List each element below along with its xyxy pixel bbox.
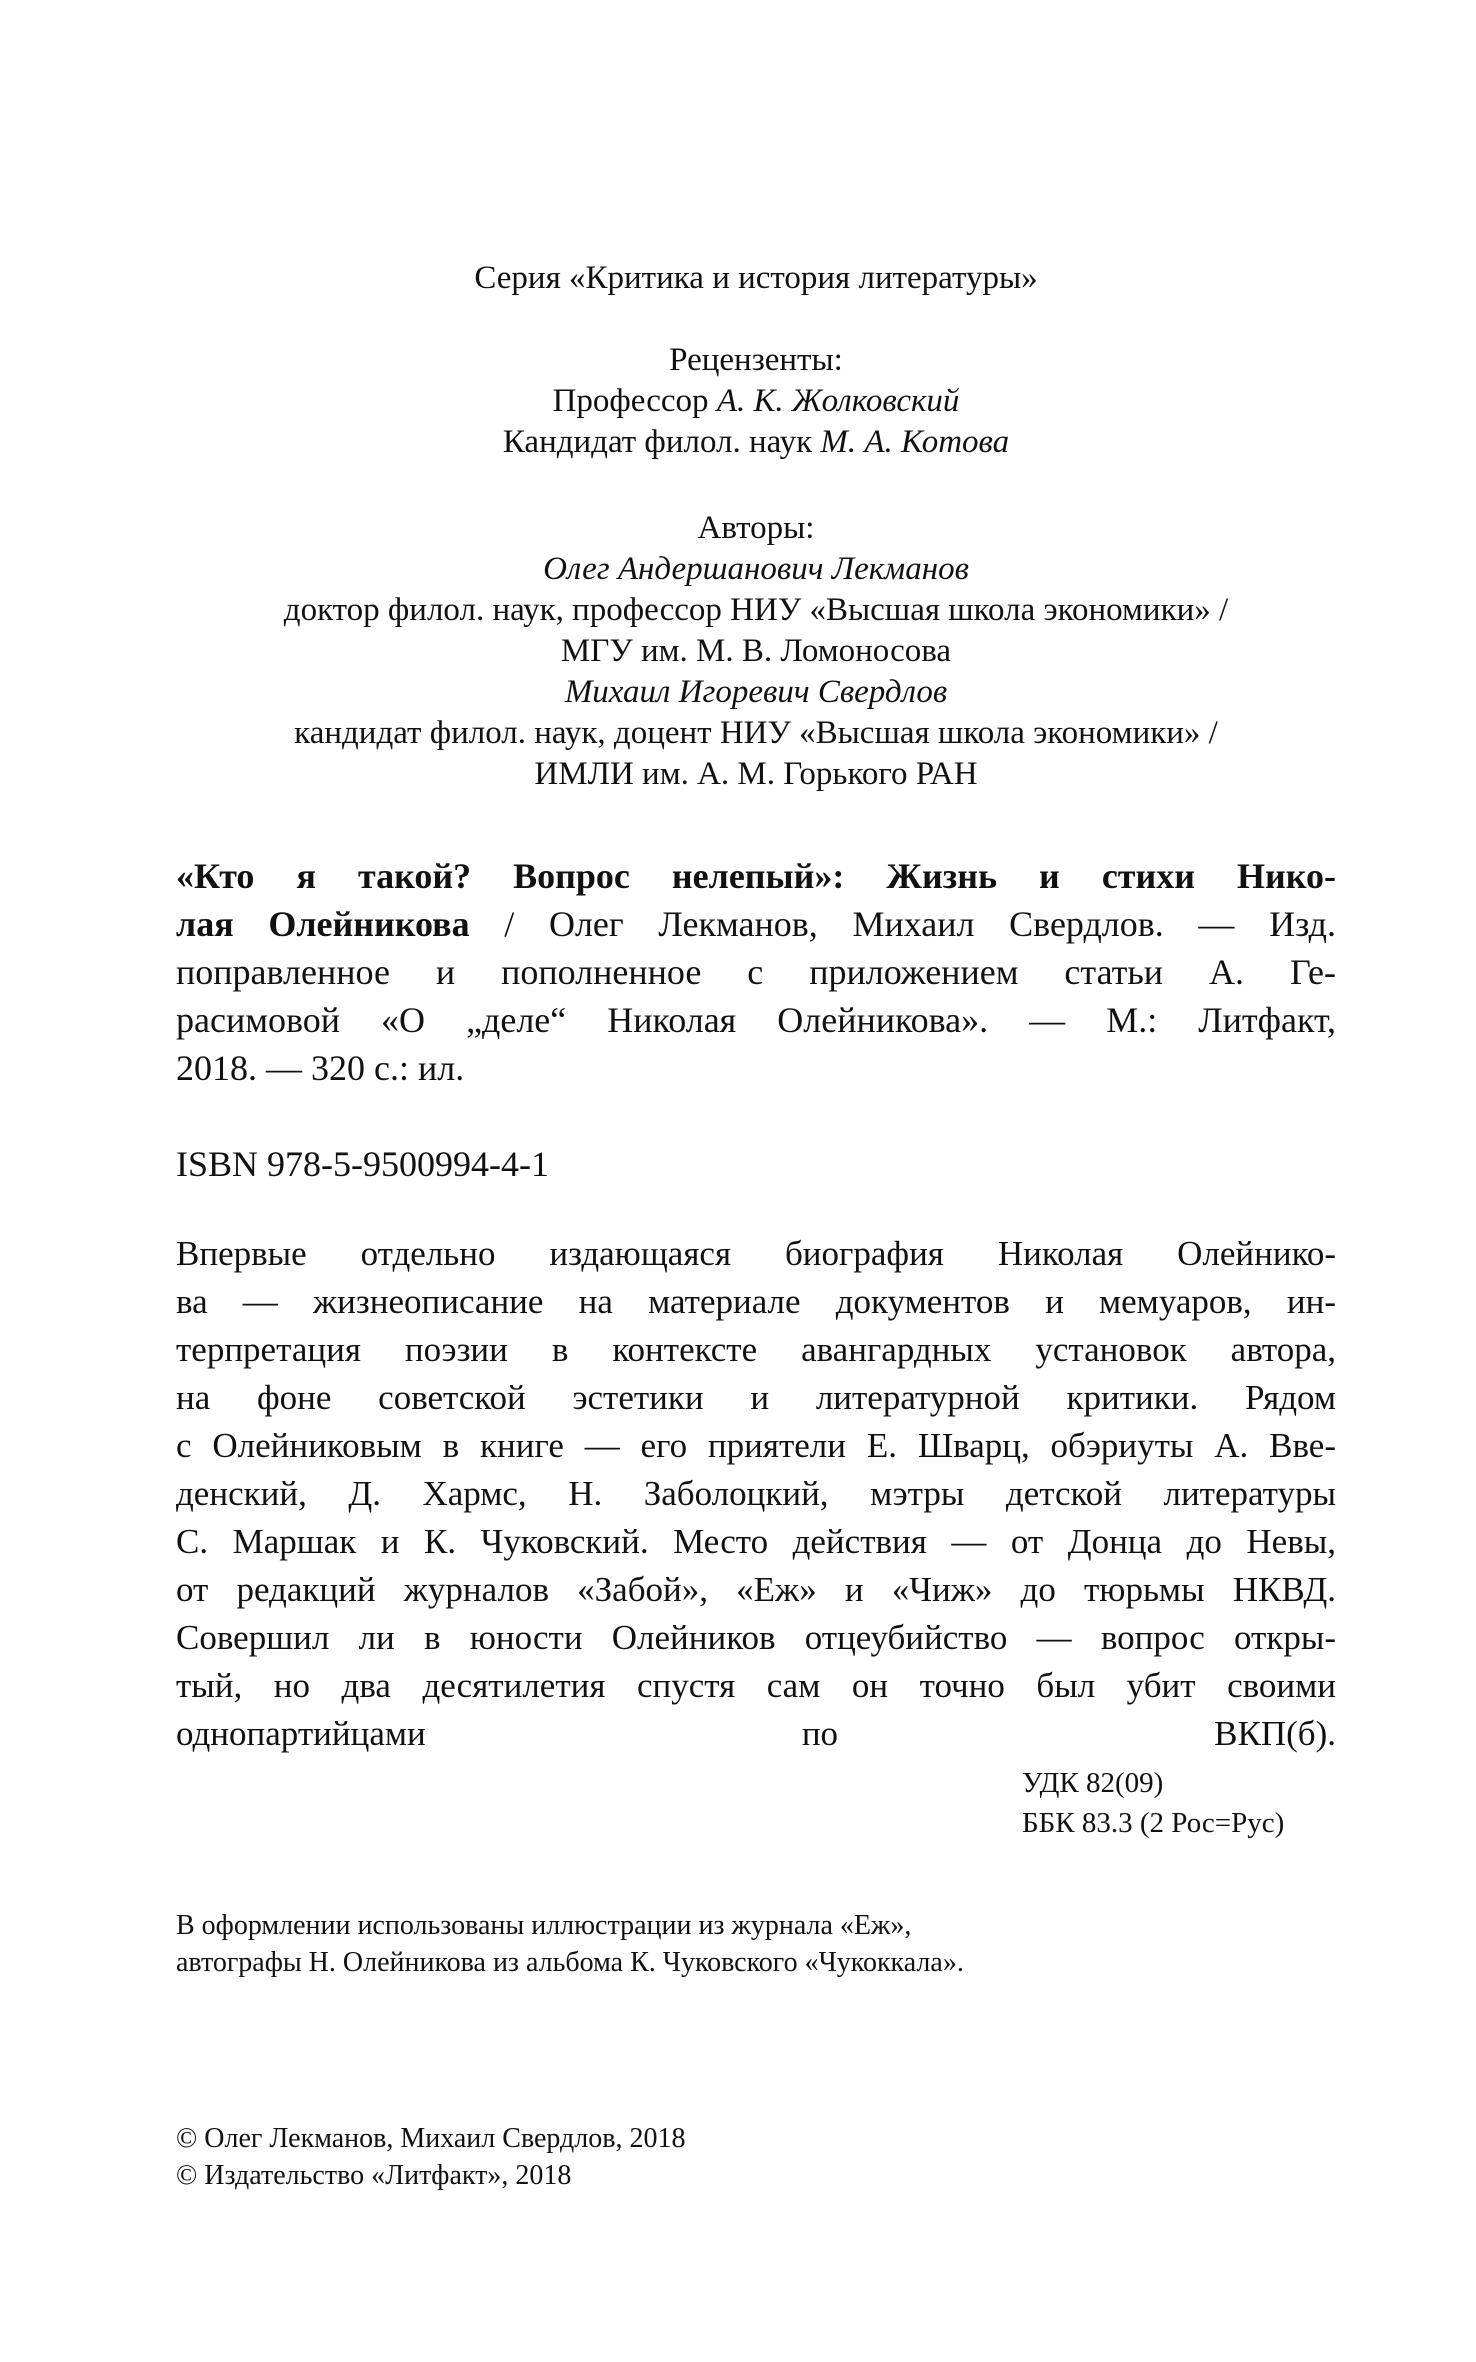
reviewers-heading: Рецензенты: [669, 342, 843, 378]
copyright-publisher: © Издательство «Литфакт», 2018 [176, 2160, 572, 2191]
reviewer-2-title: Кандидат филол. наук [502, 424, 821, 460]
author-2-name: Михаил Игоревич Свердлов [564, 674, 948, 710]
reviewer-1 [176, 381, 1336, 422]
annotation-line: однопартийцами по ВКП(б). [176, 1714, 1336, 1753]
author-2-affiliation: ИМЛИ им. А. М. Горького РАН [534, 756, 978, 792]
reviewer-2 [176, 422, 1336, 463]
annotation-line: терпретация поэзии в контексте авангардных установок автора, [176, 1330, 1336, 1369]
annotation-line: С. Маршак и К. Чуковский. Место действия — от Донца до Невы, [176, 1522, 1336, 1561]
annotation-line: на фоне советской эстетики и литературной критики. Рядом [176, 1378, 1336, 1417]
citation-line-3: поправленное и пополненное с приложением статьи А. Ге- [176, 952, 1336, 992]
author-1-position: доктор филол. наук, профессор НИУ «Высшая школа экономики» / [283, 592, 1229, 628]
citation-block [176, 852, 1336, 1092]
annotation-block [176, 1230, 1336, 1758]
annotation-line: денский, Д. Хармс, Н. Заболоцкий, мэтры детской литературы [176, 1474, 1336, 1513]
citation-line-2 [176, 900, 1336, 948]
design-note-line-2: автографы Н. Олейникова из альбома К. Чуковского «Чукоккала». [176, 1947, 964, 1978]
annotation-line: Впервые отдельно издающаяся биография Николая Олейнико- [176, 1234, 1336, 1273]
citation-authors: / Олег Лекманов, Михаил Свердлов. — Изд. [469, 904, 1336, 944]
authors-block [176, 508, 1336, 795]
reviewer-1-name: А. К. Жолковский [716, 383, 960, 419]
annotation-line: Совершил ли в юности Олейников отцеубийство — вопрос откры- [176, 1618, 1336, 1657]
reviewer-1-title: Профессор [552, 383, 717, 419]
author-2-position: кандидат филол. наук, доцент НИУ «Высшая школа экономики» / [294, 715, 1218, 751]
citation-line-1: «Кто я такой? Вопрос нелепый»: Жизнь и стихи Нико- [176, 856, 1336, 896]
author-1-name: Олег Андершанович Лекманов [543, 551, 969, 587]
copyright-block [176, 2120, 1336, 2194]
author-1-affiliation: МГУ им. М. В. Ломоносова [560, 633, 952, 669]
citation-line-5: 2018. — 320 с.: ил. [176, 1048, 465, 1088]
bbk-code: ББК 83.3 (2 Рос=Рус) [1022, 1807, 1285, 1839]
reviewers-block [176, 340, 1336, 463]
annotation-line: от редакций журналов «Забой», «Еж» и «Чиж» до тюрьмы НКВД. [176, 1570, 1336, 1609]
annotation-line: тый, но два десятилетия спустя сам он точно был убит своими [176, 1666, 1336, 1705]
classification-block [1022, 1763, 1284, 1843]
authors-heading: Авторы: [697, 510, 815, 546]
series-block [176, 258, 1336, 299]
series-title: Серия «Критика и история литературы» [474, 260, 1038, 296]
citation-title-end: лая Олейникова [176, 904, 470, 944]
copyright-authors: © Олег Лекманов, Михаил Свердлов, 2018 [176, 2123, 686, 2154]
design-note-line-1: В оформлении использованы иллюстрации из журнала «Еж», [176, 1910, 912, 1941]
isbn: ISBN 978-5-9500994-4-1 [176, 1144, 549, 1184]
citation-line-4: расимовой «О „деле“ Николая Олейникова». — М.: Литфакт, [176, 1000, 1336, 1040]
isbn-block [176, 1140, 1336, 1188]
reviewer-2-name: М. А. Котова [820, 424, 1010, 460]
annotation-line: ва — жизнеописание на материале документов и мемуаров, ин- [176, 1282, 1336, 1321]
annotation-line: с Олейниковым в книге — его приятели Е. Шварц, обэриуты А. Вве- [176, 1426, 1336, 1465]
design-note-block [176, 1907, 1336, 1981]
udk-code: УДК 82(09) [1022, 1767, 1164, 1799]
